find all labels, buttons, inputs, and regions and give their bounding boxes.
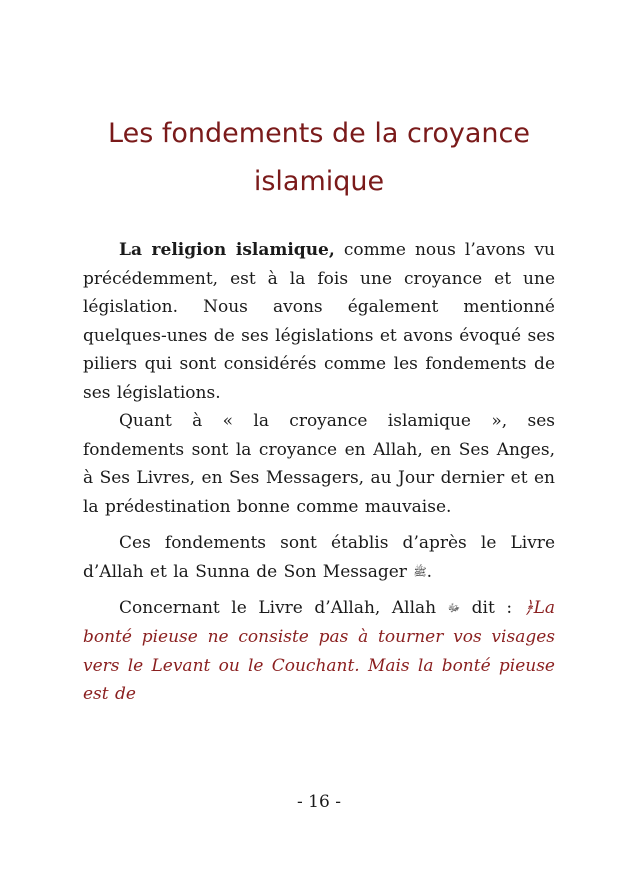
paragraph-4-text-2: dit : xyxy=(460,598,524,619)
page-content xyxy=(83,110,555,709)
paragraph-1-text: comme nous l’avons vu précédemment, est à la fois une croyance et une législation. Nous avons également mentionné quelques-unes de ses législations et avons évoqué ses piliers qui sont considérés comme les fondements de ses législations. xyxy=(83,240,556,403)
paragraph-3 xyxy=(83,529,555,586)
title-line-2: islamique xyxy=(253,166,385,197)
page-title xyxy=(83,110,555,206)
paragraph-3-text: Ces fondements sont établis d’après le Livre d’Allah et la Sunna de Son Messager xyxy=(83,533,555,582)
page-number: - 16 - xyxy=(297,792,341,812)
paragraph-1-bold: La religion islamique, xyxy=(119,240,335,260)
title-line-1: Les fondements de la croyance xyxy=(108,118,530,149)
paragraph-4-text: Concernant le Livre d’Allah, Allah xyxy=(119,598,437,619)
paragraph-4 xyxy=(83,594,555,708)
paragraph-1 xyxy=(83,236,555,407)
quran-quote: ﴿La bonté pieuse ne consiste pas à tourner vos visages vers le Levant ou le Couchant. Mais la bonté pieuse est de xyxy=(83,598,555,704)
paragraph-2 xyxy=(83,407,555,521)
honorific-symbol-allah: ﷻ xyxy=(447,601,461,615)
paragraph-3-end: . xyxy=(426,561,433,582)
honorific-symbol: ﷺ xyxy=(413,564,427,578)
paragraph-2-text: Quant à « la croyance islamique », ses fondements sont la croyance en Allah, en Ses Anges, à Ses Livres, en Ses Messagers, au Jour dernier et en la prédestination bonne comme mauvaise. xyxy=(83,411,555,517)
